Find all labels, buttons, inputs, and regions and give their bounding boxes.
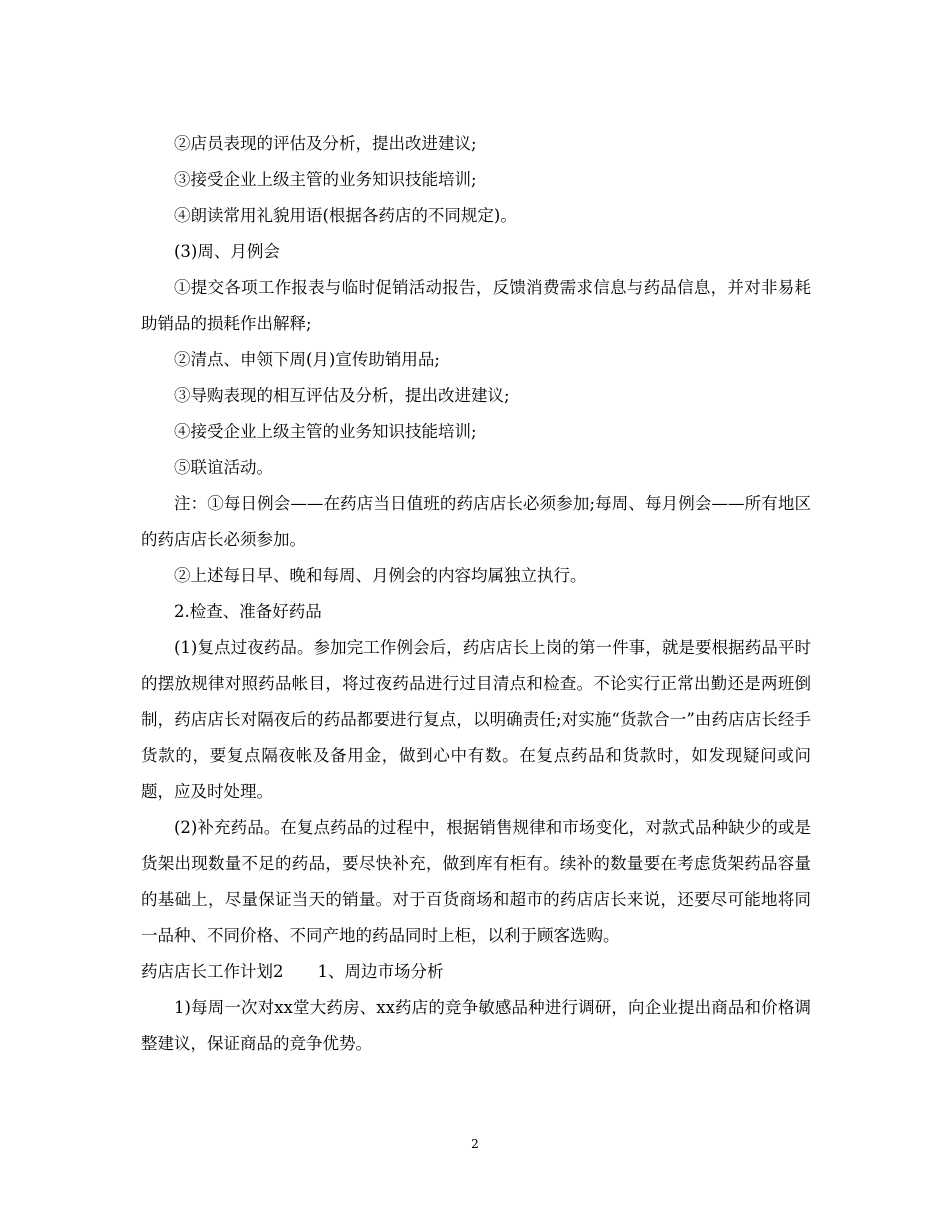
paragraph-9: ⑤联谊活动。 (174, 458, 273, 477)
paragraph-market-research: 1)每周一次对xx堂大药房、xx药店的竞争敏感品种进行调研，向企业提出商品和价格调整建议，保证商品的竞争优势。 (141, 998, 811, 1053)
paragraph-1: ②店员表现的评估及分析，提出改进建议; (174, 134, 477, 153)
paragraph-6: ②清点、申领下周(月)宣传助销用品; (174, 350, 440, 369)
plan-title-line (141, 954, 811, 990)
plan-title: 药店店长工作计划2 (141, 962, 284, 981)
subsection-heading-weekly-monthly-meeting: (3)周、月例会 (174, 242, 280, 261)
paragraph-3: ④朗读常用礼貌用语(根据各药店的不同规定)。 (174, 206, 517, 225)
paragraph-5: ①提交各项工作报表与临时促销活动报告，反馈消费需求信息与药品信息，并对非易耗助销品的损耗作出解释; (141, 278, 811, 333)
document-body (141, 126, 811, 1062)
paragraph-2: ③接受企业上级主管的业务知识技能培训; (174, 170, 477, 189)
plan-section-heading: 1、周边市场分析 (317, 962, 444, 981)
paragraph-7: ③导购表现的相互评估及分析，提出改进建议; (174, 386, 510, 405)
section-heading-check-prepare: 2.检查、准备好药品 (174, 602, 322, 621)
note-paragraph: 注：①每日例会——在药店当日值班的药店店长必须参加;每周、每月例会——所有地区的药店店长必须参加。 (141, 494, 811, 549)
paragraph-8: ④接受企业上级主管的业务知识技能培训; (174, 422, 477, 441)
paragraph-replenish-drugs: (2)补充药品。在复点药品的过程中，根据销售规律和市场变化，对款式品种缺少的或是货架出现数量不足的药品，要尽快补充，做到库有柜有。续补的数量要在考虑货架药品容量的基础上，尽量保证当天的销量。对于百货商场和超市的药店店长来说，还要尽可能地将同一品种、不同价格、不同产地的药品同时上柜，以利于顾客选购。 (141, 818, 811, 945)
paragraph-recount-overnight: (1)复点过夜药品。参加完工作例会后，药店店长上岗的第一件事，就是要根据药品平时的摆放规律对照药品帐目，将过夜药品进行过目清点和检查。不论实行正常出勤还是两班倒制，药店店长对隔夜后的药品都要进行复点，以明确责任;对实施“货款合一”由药店店长经手货款的，要复点隔夜帐及备用金，做到心中有数。在复点药品和货款时，如发现疑问或问题，应及时处理。 (141, 638, 811, 801)
page-number: 2 (471, 1137, 479, 1151)
paragraph-11: ②上述每日早、晚和每周、月例会的内容均属独立执行。 (174, 566, 587, 585)
